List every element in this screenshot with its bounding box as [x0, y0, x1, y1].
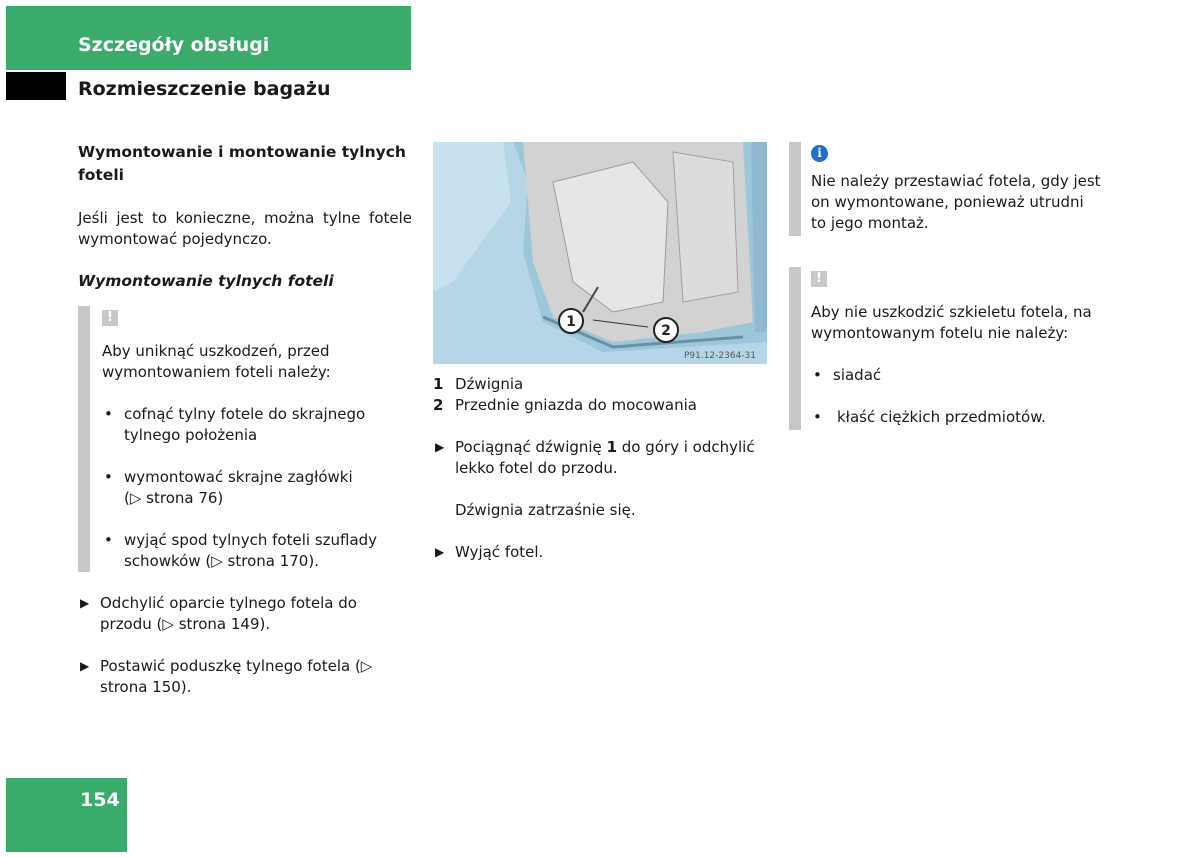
info-text: Nie należy przestawiać fotela, gdy jest on wymontowane, ponieważ utrudni to jego montaż. [811, 172, 1101, 232]
callout-1: 1 [566, 314, 576, 330]
step-item [78, 593, 380, 635]
warning-text: Aby nie uszkodzić szkieletu fotela, na wymontowanym fotelu nie należy: [811, 303, 1092, 342]
warning-bullet: • wymontować skrajne zagłówki (▷ strona 76) [102, 467, 364, 509]
section-title: Rozmieszczenie bagażu [78, 78, 331, 100]
legend-number: 1 [433, 375, 444, 393]
warning-note [78, 306, 412, 572]
legend-text: Przednie gniazda do mocowania [455, 396, 697, 414]
warning-bullet: • kłaść ciężkich przedmiotów. [811, 407, 1119, 428]
left-column [78, 141, 412, 698]
step-lever-number: 1 [606, 438, 617, 456]
step-result: Dźwignia zatrzaśnie się. [455, 501, 636, 519]
legend-item [433, 374, 767, 395]
figure-code: P91.12-2364-31 [683, 351, 756, 361]
page-number: 154 [80, 789, 120, 811]
step-text: Wyjąć fotel. [455, 543, 544, 561]
car-interior-illustration [433, 142, 767, 364]
step-item [78, 656, 380, 698]
chapter-title: Szczegóły obsługi [78, 34, 270, 56]
warning-bullet: • siadać [811, 365, 1119, 386]
arrow-right-icon: ▶ [80, 659, 90, 673]
subheading-removal: Wymontowanie tylnych foteli [78, 272, 334, 290]
middle-column [433, 374, 767, 563]
intro-paragraph: Jeśli jest to konieczne, można tylne fotele wymontować pojedynczo. [78, 209, 412, 248]
arrow-right-icon: ▶ [435, 440, 445, 454]
warning-text: Aby uniknąć uszkodzeń, przed wymontowaniem foteli należy: [102, 342, 331, 381]
heading-removal-installation: Wymontowanie i montowanie tylnych foteli [78, 143, 406, 184]
legend-number: 2 [433, 396, 444, 414]
warning-bullet: • wyjąć spod tylnych foteli szuflady schowków (▷ strona 170). [102, 530, 412, 572]
legend-text: Dźwignia [455, 375, 524, 393]
arrow-right-icon: ▶ [80, 596, 90, 610]
warning-icon: ! [102, 310, 118, 326]
seat-removal-figure [433, 142, 767, 364]
arrow-right-icon: ▶ [435, 545, 445, 559]
warning-note [789, 267, 1119, 430]
warning-icon: ! [811, 271, 827, 287]
step-text: Pociągnąć dźwignię [455, 438, 607, 456]
chapter-header [6, 6, 411, 70]
info-icon: i [811, 145, 828, 162]
legend-item [433, 395, 767, 416]
right-column [789, 142, 1119, 430]
step-text: do góry i odchylić lekko fotel do przodu. [455, 438, 755, 477]
page-number-box [6, 778, 127, 852]
section-marker [6, 72, 66, 100]
step-item [433, 542, 767, 563]
step-text: Odchylić oparcie tylnego fotela do przodu (▷ strona 149). [100, 594, 357, 633]
callout-2: 2 [661, 323, 671, 339]
warning-bullet: • cofnąć tylny fotele do skrajnego tylnego położenia [102, 404, 412, 446]
info-note [789, 142, 1119, 236]
step-item [433, 437, 755, 479]
step-text: Postawić poduszkę tylnego fotela (▷ strona 150). [100, 657, 373, 696]
